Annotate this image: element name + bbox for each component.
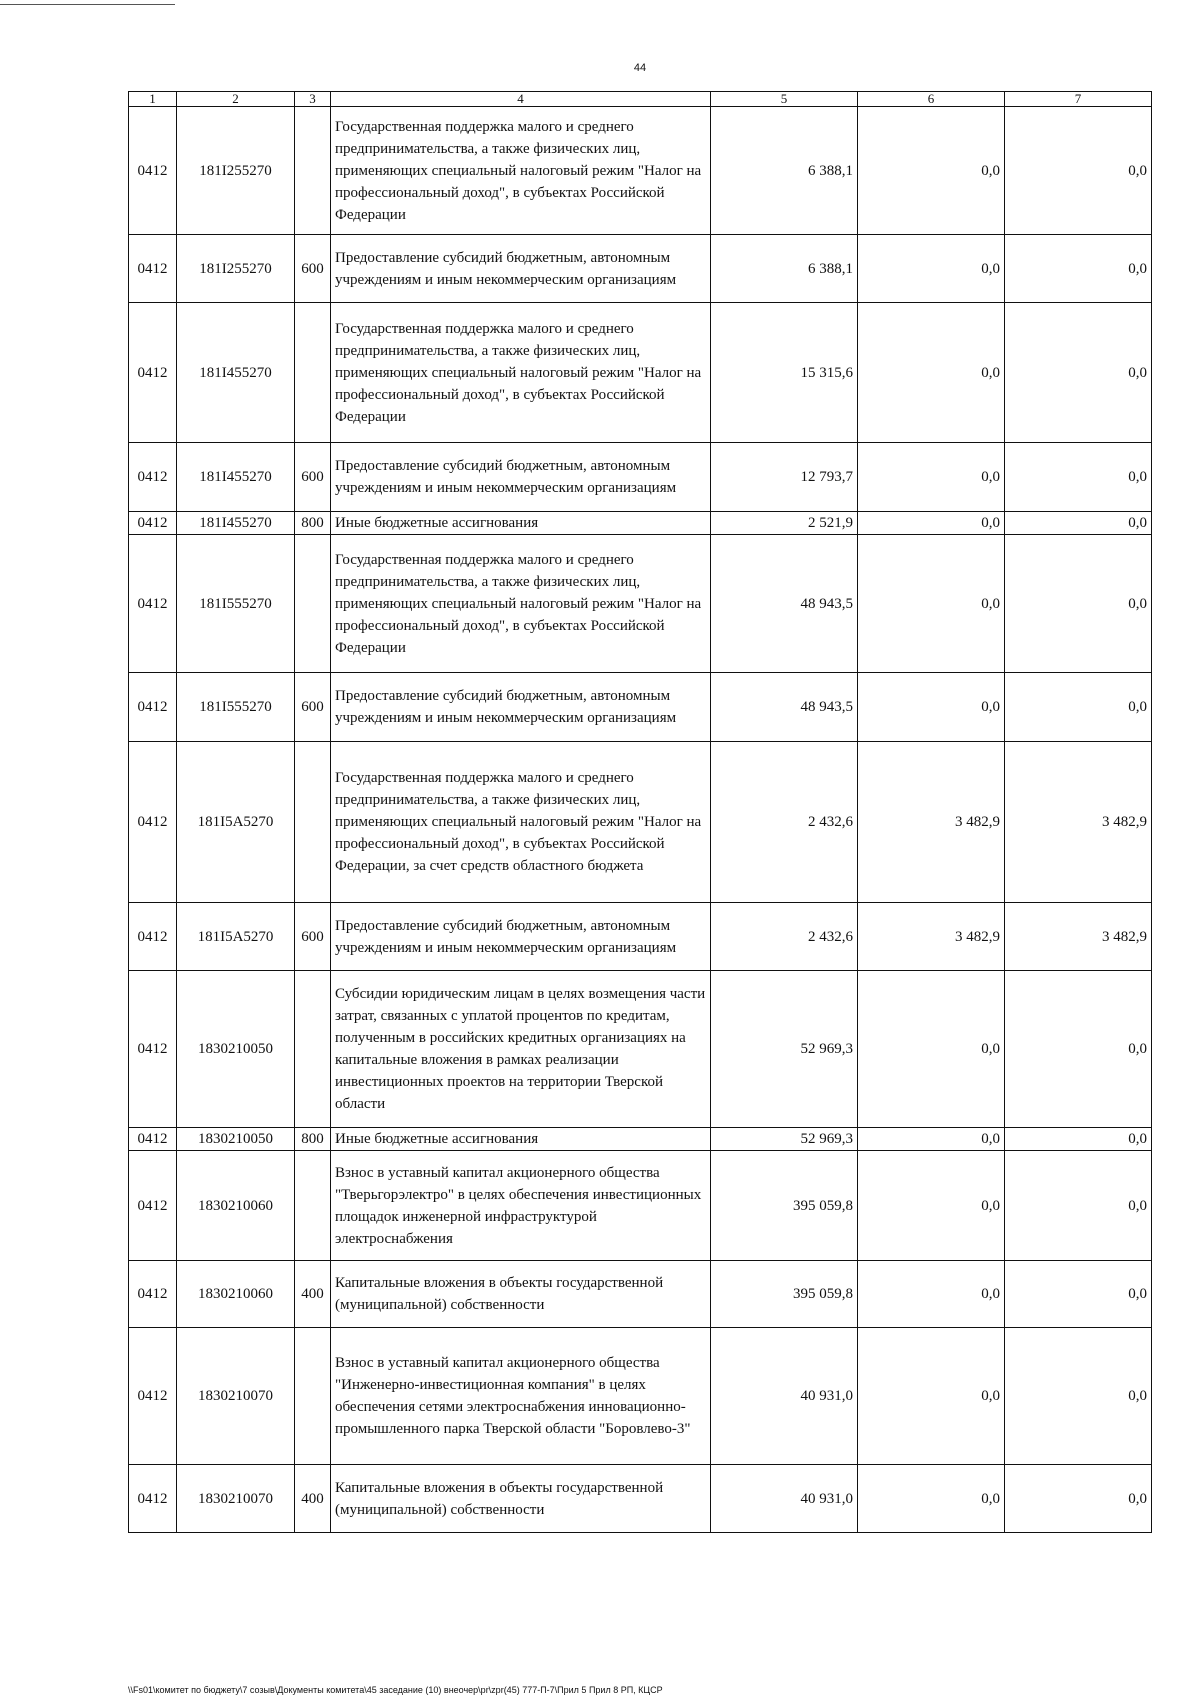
section-code-cell: 0412 (129, 107, 177, 235)
target-code-cell: 181I255270 (177, 107, 295, 235)
amount-col5-cell: 12 793,7 (711, 443, 858, 512)
expense-type-cell: 800 (295, 512, 331, 535)
amount-col7-cell: 3 482,9 (1005, 742, 1152, 903)
amount-col5-cell: 2 521,9 (711, 512, 858, 535)
table-row (129, 1261, 1152, 1328)
footer-file-path: \\Fs01\комитет по бюджету\7 созыв\Документы комитета\45 заседание (10) внеочер\pr\zpr(45) 777-П-7\Прил 5 Прил 8 РП, КЦСР (128, 1685, 663, 1695)
table-row (129, 1151, 1152, 1261)
header-cell: 7 (1005, 92, 1152, 107)
target-code-cell: 181I555270 (177, 673, 295, 742)
amount-col7-cell: 0,0 (1005, 971, 1152, 1128)
item-name-cell: Предоставление субсидий бюджетным, автономным учреждениям и иным некоммерческим организациям (331, 903, 711, 971)
target-code-cell: 1830210050 (177, 971, 295, 1128)
table-row (129, 1128, 1152, 1151)
section-code-cell: 0412 (129, 1128, 177, 1151)
section-code-cell: 0412 (129, 512, 177, 535)
target-code-cell: 181I555270 (177, 535, 295, 673)
section-code-cell: 0412 (129, 303, 177, 443)
expense-type-cell: 600 (295, 443, 331, 512)
section-code-cell: 0412 (129, 535, 177, 673)
item-name-cell: Предоставление субсидий бюджетным, автономным учреждениям и иным некоммерческим организациям (331, 235, 711, 303)
section-code-cell: 0412 (129, 443, 177, 512)
amount-col5-cell: 2 432,6 (711, 903, 858, 971)
amount-col7-cell: 0,0 (1005, 1328, 1152, 1465)
section-code-cell: 0412 (129, 903, 177, 971)
table-row (129, 742, 1152, 903)
item-name-cell: Капитальные вложения в объекты государственной (муниципальной) собственности (331, 1465, 711, 1533)
item-name-cell: Государственная поддержка малого и среднего предпринимательства, а также физических лиц, применяющих специальный налоговый режим "Налог на профессиональный доход", в субъектах Российской Федерации (331, 303, 711, 443)
expense-type-cell: 600 (295, 673, 331, 742)
expense-type-cell: 400 (295, 1465, 331, 1533)
target-code-cell: 181I5A5270 (177, 742, 295, 903)
target-code-cell: 1830210070 (177, 1328, 295, 1465)
amount-col5-cell: 40 931,0 (711, 1328, 858, 1465)
amount-col6-cell: 0,0 (858, 443, 1005, 512)
expense-type-cell: 800 (295, 1128, 331, 1151)
header-cell: 3 (295, 92, 331, 107)
section-code-cell: 0412 (129, 1151, 177, 1261)
table-row (129, 443, 1152, 512)
page-number: 44 (633, 62, 647, 74)
target-code-cell: 1830210050 (177, 1128, 295, 1151)
header-cell: 6 (858, 92, 1005, 107)
expense-type-cell: 600 (295, 235, 331, 303)
amount-col7-cell: 0,0 (1005, 535, 1152, 673)
amount-col6-cell: 0,0 (858, 512, 1005, 535)
section-code-cell: 0412 (129, 1261, 177, 1328)
table-row (129, 971, 1152, 1128)
table-row (129, 673, 1152, 742)
amount-col6-cell: 3 482,9 (858, 903, 1005, 971)
amount-col6-cell: 0,0 (858, 1465, 1005, 1533)
amount-col7-cell: 3 482,9 (1005, 903, 1152, 971)
amount-col6-cell: 0,0 (858, 1151, 1005, 1261)
section-code-cell: 0412 (129, 673, 177, 742)
amount-col5-cell: 15 315,6 (711, 303, 858, 443)
expense-type-cell: 600 (295, 903, 331, 971)
header-cell: 1 (129, 92, 177, 107)
expense-type-cell: 400 (295, 1261, 331, 1328)
amount-col7-cell: 0,0 (1005, 303, 1152, 443)
header-cell: 4 (331, 92, 711, 107)
table-row (129, 535, 1152, 673)
item-name-cell: Иные бюджетные ассигнования (331, 1128, 711, 1151)
scan-corner-line (0, 4, 175, 5)
amount-col7-cell: 0,0 (1005, 673, 1152, 742)
expense-type-cell (295, 1151, 331, 1261)
item-name-cell: Государственная поддержка малого и среднего предпринимательства, а также физических лиц, применяющих специальный налоговый режим "Налог на профессиональный доход", в субъектах Российской Федерации (331, 535, 711, 673)
item-name-cell: Государственная поддержка малого и среднего предпринимательства, а также физических лиц, применяющих специальный налоговый режим "Налог на профессиональный доход", в субъектах Российской Федерации, за счет средств областного бюджета (331, 742, 711, 903)
amount-col7-cell: 0,0 (1005, 443, 1152, 512)
amount-col5-cell: 52 969,3 (711, 1128, 858, 1151)
target-code-cell: 1830210060 (177, 1151, 295, 1261)
amount-col5-cell: 48 943,5 (711, 673, 858, 742)
target-code-cell: 181I455270 (177, 303, 295, 443)
amount-col5-cell: 6 388,1 (711, 107, 858, 235)
item-name-cell: Иные бюджетные ассигнования (331, 512, 711, 535)
amount-col6-cell: 3 482,9 (858, 742, 1005, 903)
amount-col7-cell: 0,0 (1005, 235, 1152, 303)
amount-col6-cell: 0,0 (858, 535, 1005, 673)
amount-col7-cell: 0,0 (1005, 1151, 1152, 1261)
amount-col7-cell: 0,0 (1005, 512, 1152, 535)
target-code-cell: 181I255270 (177, 235, 295, 303)
target-code-cell: 181I455270 (177, 443, 295, 512)
target-code-cell: 181I455270 (177, 512, 295, 535)
amount-col6-cell: 0,0 (858, 235, 1005, 303)
amount-col6-cell: 0,0 (858, 303, 1005, 443)
table-row (129, 107, 1152, 235)
table-row (129, 235, 1152, 303)
item-name-cell: Предоставление субсидий бюджетным, автономным учреждениям и иным некоммерческим организациям (331, 673, 711, 742)
amount-col5-cell: 2 432,6 (711, 742, 858, 903)
section-code-cell: 0412 (129, 1328, 177, 1465)
amount-col5-cell: 52 969,3 (711, 971, 858, 1128)
expense-type-cell (295, 535, 331, 673)
header-cell: 2 (177, 92, 295, 107)
amount-col5-cell: 48 943,5 (711, 535, 858, 673)
table-row (129, 1328, 1152, 1465)
expense-type-cell (295, 1328, 331, 1465)
amount-col5-cell: 395 059,8 (711, 1151, 858, 1261)
section-code-cell: 0412 (129, 1465, 177, 1533)
amount-col6-cell: 0,0 (858, 1128, 1005, 1151)
target-code-cell: 181I5A5270 (177, 903, 295, 971)
table-row (129, 303, 1152, 443)
target-code-cell: 1830210070 (177, 1465, 295, 1533)
amount-col5-cell: 6 388,1 (711, 235, 858, 303)
amount-col6-cell: 0,0 (858, 673, 1005, 742)
budget-table (128, 91, 1152, 1533)
amount-col5-cell: 395 059,8 (711, 1261, 858, 1328)
amount-col5-cell: 40 931,0 (711, 1465, 858, 1533)
section-code-cell: 0412 (129, 971, 177, 1128)
amount-col6-cell: 0,0 (858, 107, 1005, 235)
item-name-cell: Взнос в уставный капитал акционерного общества "Тверьгорэлектро" в целях обеспечения инвестиционных площадок инженерной инфраструктурой электроснабжения (331, 1151, 711, 1261)
section-code-cell: 0412 (129, 235, 177, 303)
table-row (129, 903, 1152, 971)
header-row (129, 92, 1152, 107)
section-code-cell: 0412 (129, 742, 177, 903)
table-row (129, 512, 1152, 535)
item-name-cell: Взнос в уставный капитал акционерного общества "Инженерно-инвестиционная компания" в целях обеспечения сетями электроснабжения инновационно-промышленного парка Тверской области "Боровлево-3" (331, 1328, 711, 1465)
amount-col6-cell: 0,0 (858, 971, 1005, 1128)
expense-type-cell (295, 107, 331, 235)
expense-type-cell (295, 971, 331, 1128)
item-name-cell: Государственная поддержка малого и среднего предпринимательства, а также физических лиц, применяющих специальный налоговый режим "Налог на профессиональный доход", в субъектах Российской Федерации (331, 107, 711, 235)
table-body (129, 107, 1152, 1533)
table-row (129, 1465, 1152, 1533)
item-name-cell: Предоставление субсидий бюджетным, автономным учреждениям и иным некоммерческим организациям (331, 443, 711, 512)
amount-col7-cell: 0,0 (1005, 107, 1152, 235)
amount-col7-cell: 0,0 (1005, 1261, 1152, 1328)
amount-col7-cell: 0,0 (1005, 1465, 1152, 1533)
amount-col7-cell: 0,0 (1005, 1128, 1152, 1151)
item-name-cell: Капитальные вложения в объекты государственной (муниципальной) собственности (331, 1261, 711, 1328)
item-name-cell: Субсидии юридическим лицам в целях возмещения части затрат, связанных с уплатой процентов по кредитам, полученным в российских кредитных организациях на капитальные вложения в рамках реализации инвестиционных проектов на территории Тверской области (331, 971, 711, 1128)
header-cell: 5 (711, 92, 858, 107)
expense-type-cell (295, 742, 331, 903)
amount-col6-cell: 0,0 (858, 1261, 1005, 1328)
target-code-cell: 1830210060 (177, 1261, 295, 1328)
amount-col6-cell: 0,0 (858, 1328, 1005, 1465)
expense-type-cell (295, 303, 331, 443)
